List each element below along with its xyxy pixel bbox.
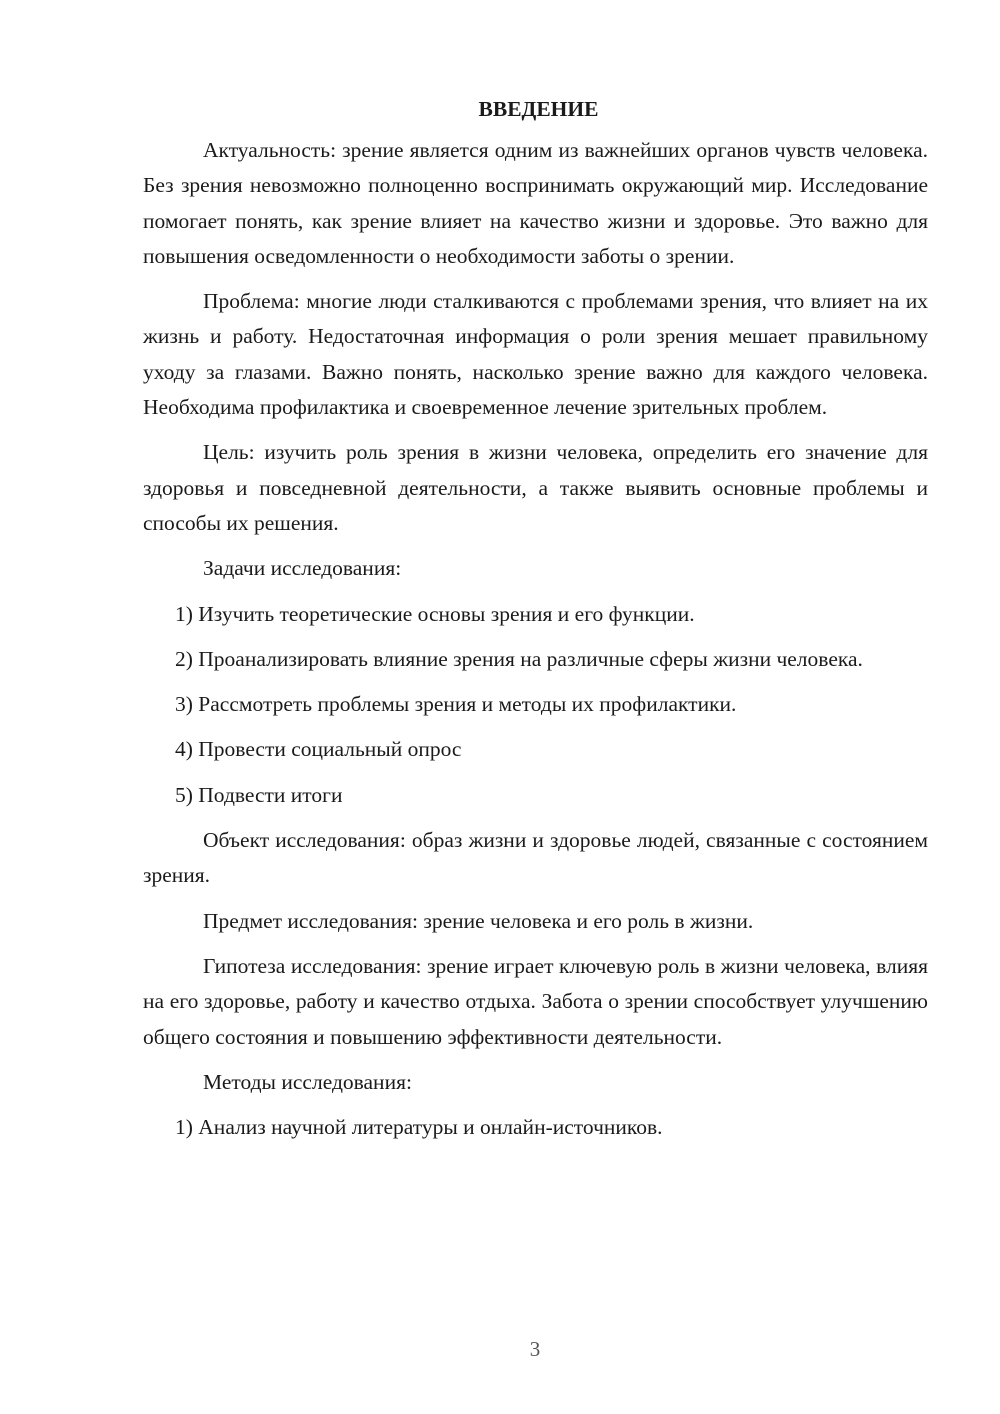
goal-paragraph: Цель: изучить роль зрения в жизни человека, определить его значение для здоровья и повседневной деятельности, а также выявить основные проблемы и способы их решения. bbox=[143, 440, 928, 535]
hypothesis-paragraph: Гипотеза исследования: зрение играет ключевую роль в жизни человека, влияя на его здоровье, работу и качество отдыха. Забота о зрении способствует улучшению общего состояния и повышению эффективности деятельности. bbox=[143, 953, 928, 1049]
page-content bbox=[143, 92, 928, 1155]
task-item-2: 2) Проанализировать влияние зрения на различные сферы жизни человека. bbox=[175, 646, 863, 671]
task-item-5: 5) Подвести итоги bbox=[175, 782, 343, 807]
page-title: ВВЕДЕНИЕ bbox=[478, 97, 599, 121]
tasks-heading: Задачи исследования: bbox=[203, 556, 402, 581]
problem-paragraph: Проблема: многие люди сталкиваются с проблемами зрения, что влияет на их жизнь и работу. Недостаточная информация о роли зрения мешает правильному уходу за глазами. Важно понять, насколько зрение важно для каждого человека. Необходима профилактика и своевременное лечение зрительных проблем. bbox=[143, 289, 928, 420]
subject-paragraph: Предмет исследования: зрение человека и его роль в жизни. bbox=[203, 908, 754, 933]
method-item-1: 1) Анализ научной литературы и онлайн-источников. bbox=[175, 1115, 663, 1140]
task-item-3: 3) Рассмотреть проблемы зрения и методы их профилактики. bbox=[175, 692, 737, 717]
methods-heading: Методы исследования: bbox=[203, 1069, 412, 1094]
task-item-4: 4) Провести социальный опрос bbox=[175, 737, 462, 762]
page-number: 3 bbox=[529, 1337, 541, 1361]
task-item-1: 1) Изучить теоретические основы зрения и его функции. bbox=[175, 601, 695, 626]
actuality-paragraph: Актуальность: зрение является одним из важнейших органов чувств человека. Без зрения невозможно полноценно воспринимать окружающий мир. Исследование помогает понять, как зрение влияет на качество жизни и здоровье. Это важно для повышения осведомленности о необходимости заботы о зрении. bbox=[143, 138, 928, 268]
object-paragraph: Объект исследования: образ жизни и здоровье людей, связанные с состоянием зрения. bbox=[143, 828, 928, 888]
